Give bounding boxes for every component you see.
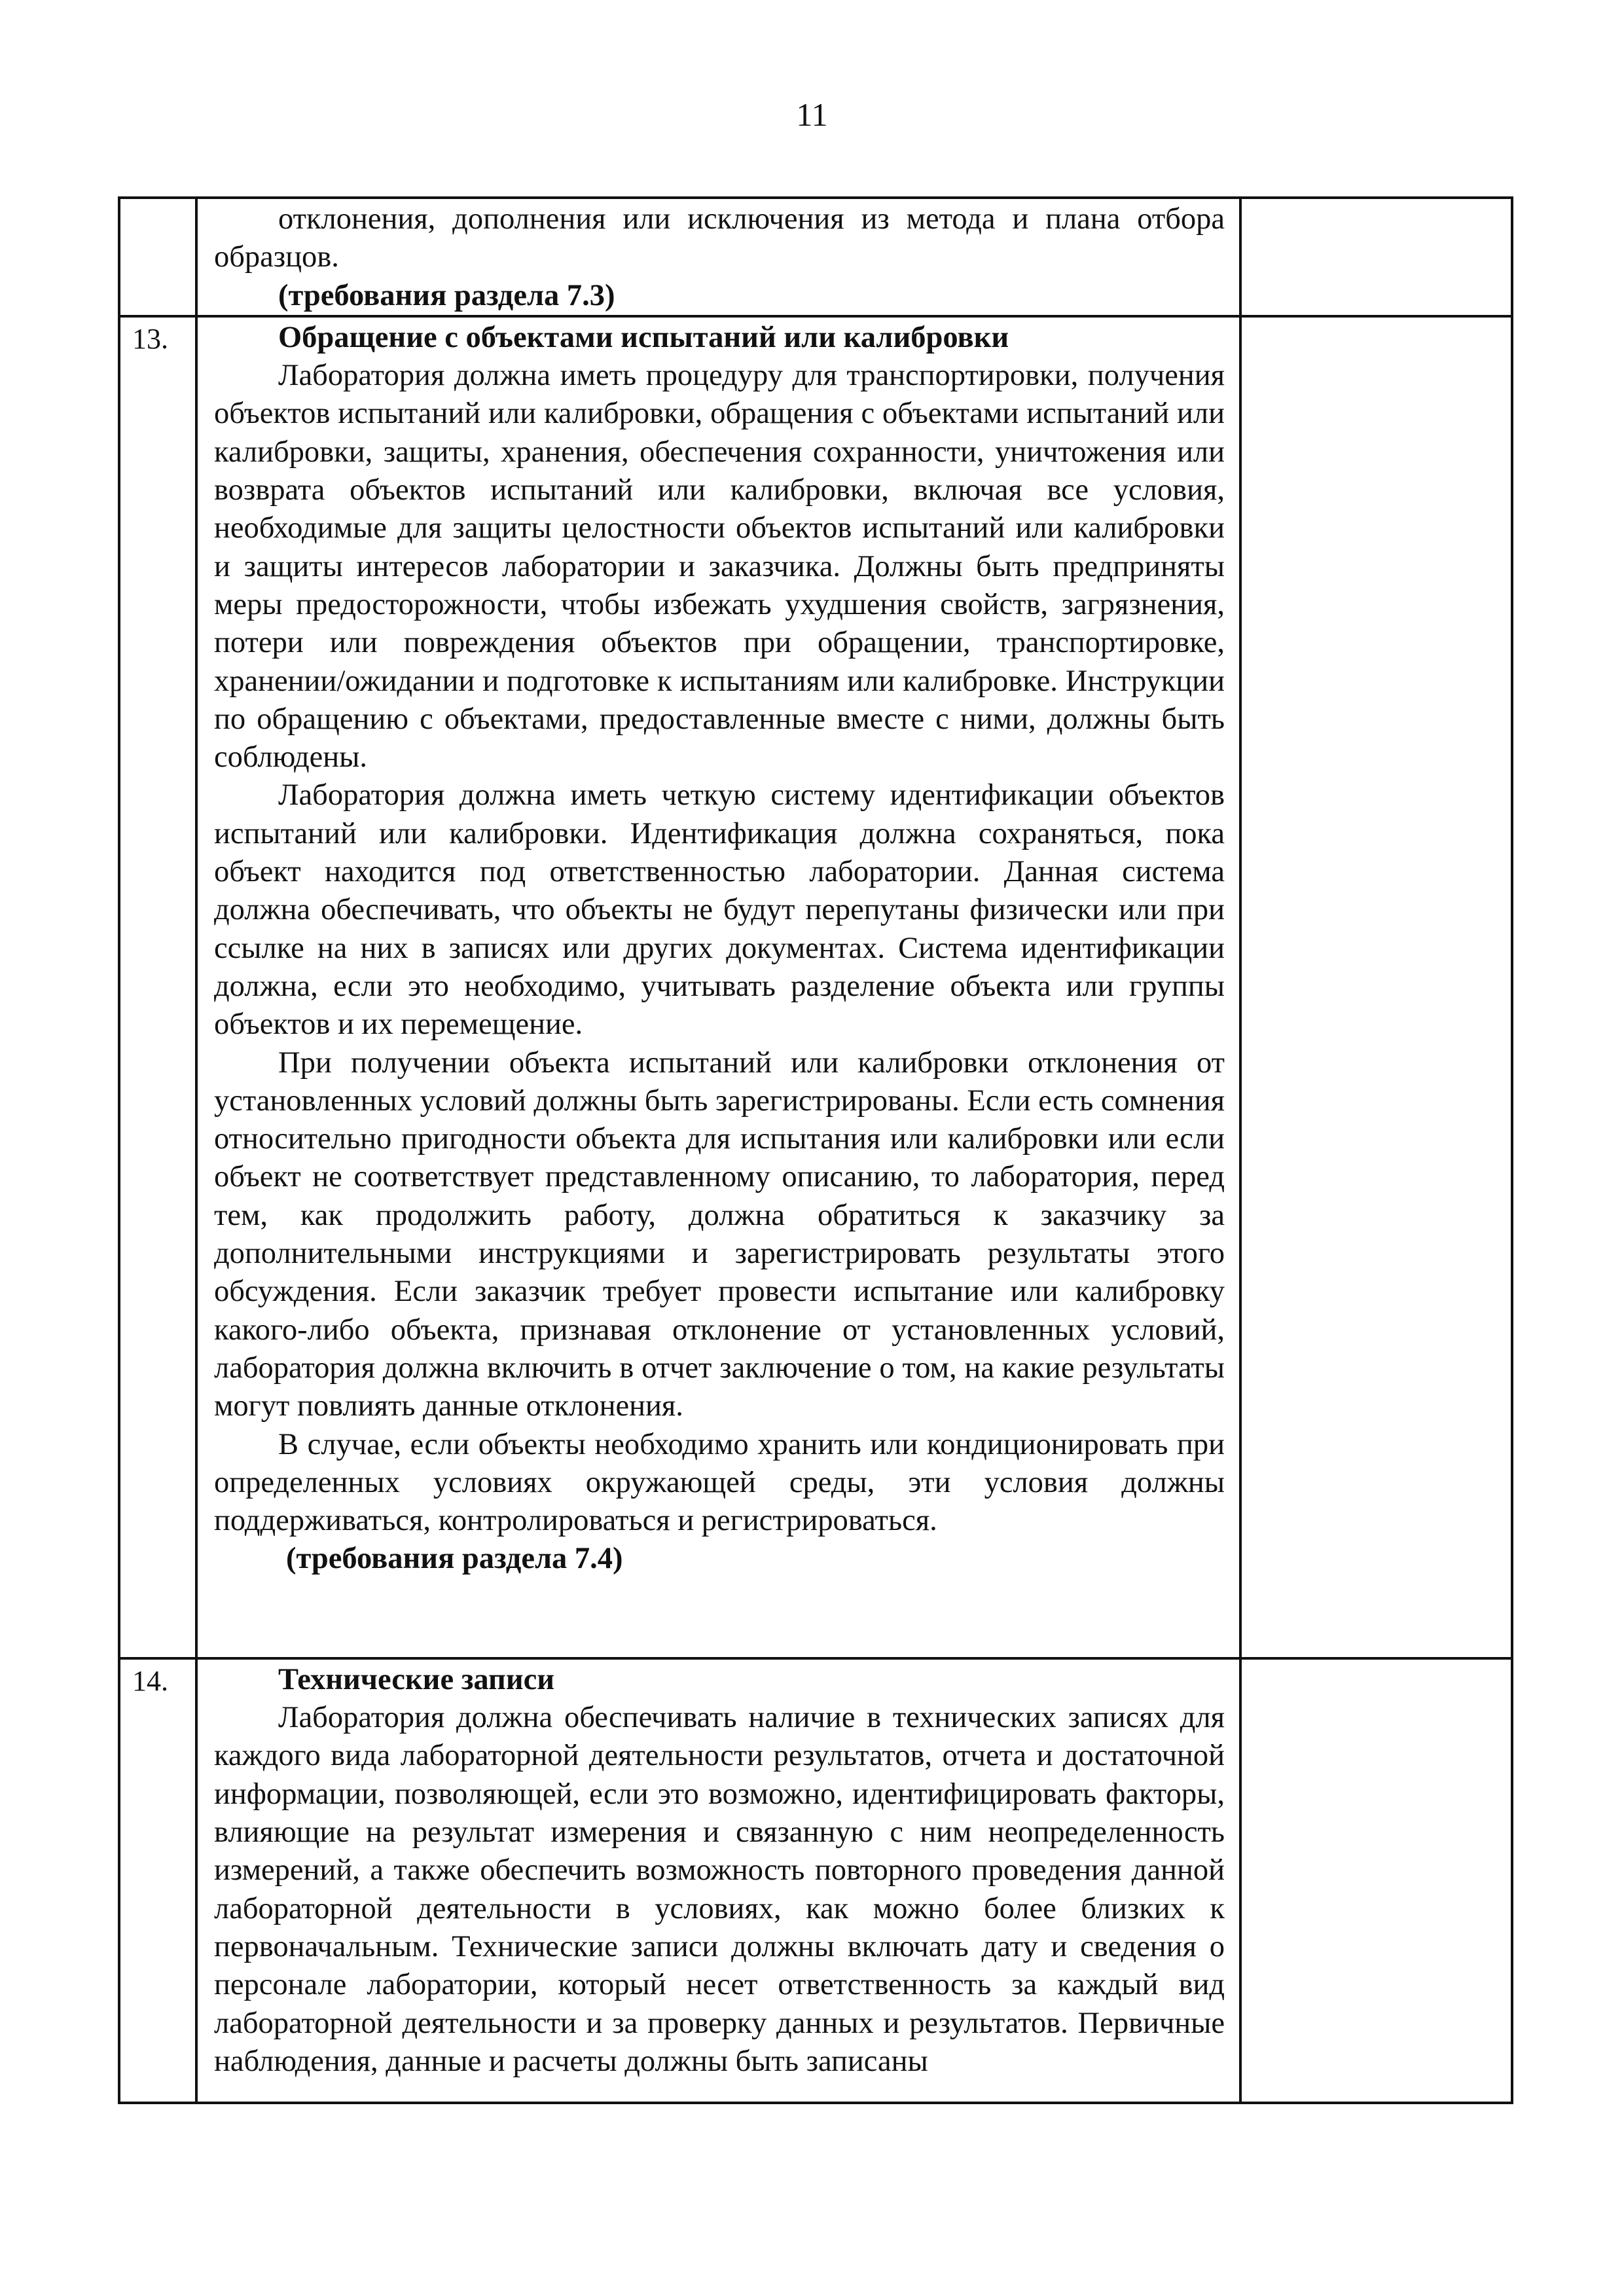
paragraph: Лаборатория должна обеспечивать наличие в технических записях для каждого вида лабораторной деятельности результатов, отчета и достаточной информации, позволяющей, если это возможно, идентифицировать факторы, влияющие на результат измерения и связанную с ним неопределенность измерений, а также обеспечить возможность повторного проведения данной лабораторной деятельности в условиях, как можно более близких к первоначальным. Технические записи должны включать дату и сведения о персонале лаборатории, который несет ответственность за каждый вид лабораторной деятельности и за проверку данных и результатов. Первичные наблюдения, данные и расчеты должны быть записаны	[214, 1701, 1225, 2078]
paragraph: отклонения, дополнения или исключения из метода и плана отбора образцов.	[214, 202, 1225, 274]
section-reference: (требования раздела 7.4)	[286, 1542, 623, 1576]
page-number: 11	[796, 96, 828, 133]
text-clip	[214, 1661, 1225, 2093]
paragraph: Лаборатория должна иметь процедуру для транспортировки, получения объектов испытаний или калибровки, обращения с объектами испытаний или калибровки, защиты, хранения, обеспечения сохранности, уничтожения или возврата объектов испытаний или калибровки, включая все условия, необходимые для защиты целостности объектов испытаний или калибровки и защиты интересов лаборатории и заказчика. Должны быть предприняты меры предосторожности, чтобы избежать ухудшения свойств, загрязнения, потери или повреждения объектов при обращении, транспортировке, хранении/ожидании и подготовке к испытаниям или калибровке. Инструкции по обращению с объектами, предоставленные вместе с ними, должны быть соблюдены.	[214, 359, 1225, 774]
note-cell	[1240, 316, 1512, 1658]
row-heading: Технические записи	[278, 1662, 555, 1696]
row-heading: Обращение с объектами испытаний или калибровки	[278, 320, 1009, 354]
note-cell	[1240, 198, 1512, 316]
paragraph: При получении объекта испытаний или калибровки отклонения от установленных условий должны быть зарегистрированы. Если есть сомнения относительно пригодности объекта для испытания или калибровки или если объект не соответствует представленному описанию, то лаборатория, перед тем, как продолжить работу, должна обратиться к заказчику за дополнительными инструкциями и зарегистрировать результаты этого обсуждения. Если заказчик требует провести испытание или калибровку какого-либо объекта, признавая отклонение от установленных условий, лаборатория должна включить в отчет заключение о том, на какие результаты могут повлиять данные отклонения.	[214, 1046, 1225, 1423]
row-number-cell: 14.	[119, 1658, 196, 2103]
requirement-text-cell	[196, 1658, 1240, 2103]
requirement-text-cell	[196, 198, 1240, 316]
table-row	[119, 316, 1512, 1658]
row-number-cell: 13.	[119, 316, 196, 1658]
row-number-cell	[119, 198, 196, 316]
note-cell	[1240, 1658, 1512, 2103]
paragraph: Лаборатория должна иметь четкую систему идентификации объектов испытаний или калибровки. Идентификация должна сохраняться, пока объект находится под ответственностью лаборатории. Данная система должна обеспечивать, что объекты не будут перепутаны физически или при ссылке на них в записях или других документах. Система идентификации должна, если это необходимо, учитывать разделение объекта или группы объектов и их перемещение.	[214, 778, 1225, 1042]
table-row	[119, 1658, 1512, 2103]
requirement-text-cell	[196, 316, 1240, 1658]
table-row	[119, 198, 1512, 316]
section-reference: (требования раздела 7.3)	[278, 278, 615, 312]
paragraph: В случае, если объекты необходимо хранить или кондиционировать при определенных условиях окружающей среды, эти условия должны поддерживаться, контролироваться и регистрироваться.	[214, 1427, 1225, 1538]
requirements-table	[118, 196, 1513, 2104]
